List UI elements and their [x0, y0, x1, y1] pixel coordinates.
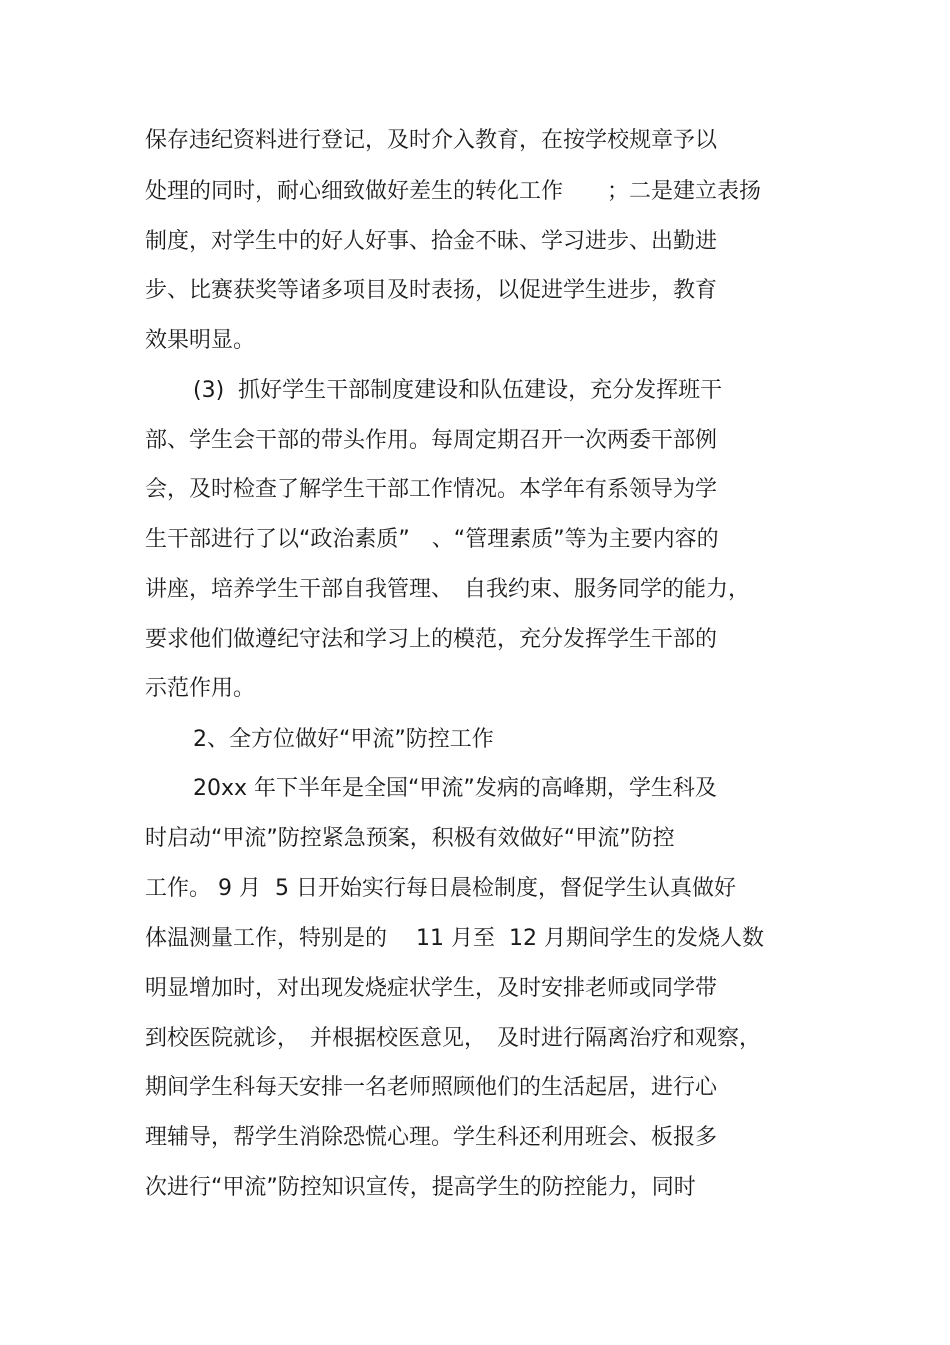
text-line: 生干部进行了以“政治素质” 、“管理素质”等为主要内容的	[145, 527, 719, 552]
text-line: 时启动“甲流”防控紧急预案，积极有效做好“甲流”防控	[145, 826, 675, 851]
text-line: 期间学生科每天安排一名老师照顾他们的生活起居，进行心	[145, 1075, 718, 1100]
text-line: 处理的同时，耐心细致做好差生的转化工作 ；二是建立表扬	[145, 179, 762, 204]
text-line: 明显增加时，对出现发烧症状学生，及时安排老师或同学带	[145, 976, 718, 1001]
text-line: 步、比赛获奖等诸多项目及时表扬，以促进学生进步，教育	[145, 278, 718, 303]
text-line: 部、学生会干部的带头作用。每周定期召开一次两委干部例	[145, 428, 718, 453]
text-line: 效果明显。	[145, 328, 256, 353]
text-line: 20xx 年下半年是全国“甲流”发病的高峰期，学生科及	[193, 776, 717, 801]
section-heading: 2、全方位做好“甲流”防控工作	[193, 727, 494, 752]
text-line: 保存违纪资料进行登记，及时介入教育，在按学校规章予以	[145, 128, 718, 153]
text-line: 工作。 9 月 5 日开始实行每日晨检制度，督促学生认真做好	[145, 876, 736, 901]
text-line: (3) 抓好学生干部制度建设和队伍建设，充分发挥班干	[193, 378, 723, 403]
text-line: 理辅导，帮学生消除恐慌心理。学生科还利用班会、板报多	[145, 1125, 718, 1150]
text-line: 到校医院就诊， 并根据校医意见， 及时进行隔离治疗和观察，	[145, 1026, 762, 1051]
text-line: 次进行“甲流”防控知识宣传，提高学生的防控能力，同时	[145, 1175, 696, 1200]
text-line: 会，及时检查了解学生干部工作情况。本学年有系领导为学	[145, 477, 718, 502]
text-line: 示范作用。	[145, 676, 256, 701]
text-line: 要求他们做遵纪守法和学习上的模范，充分发挥学生干部的	[145, 627, 718, 652]
text-line: 体温测量工作，特别是的 11 月至 12 月期间学生的发烧人数	[145, 926, 764, 951]
text-line: 制度，对学生中的好人好事、拾金不昧、学习进步、出勤进	[145, 229, 718, 254]
text-line: 讲座，培养学生干部自我管理、 自我约束、服务同学的能力，	[145, 577, 751, 602]
